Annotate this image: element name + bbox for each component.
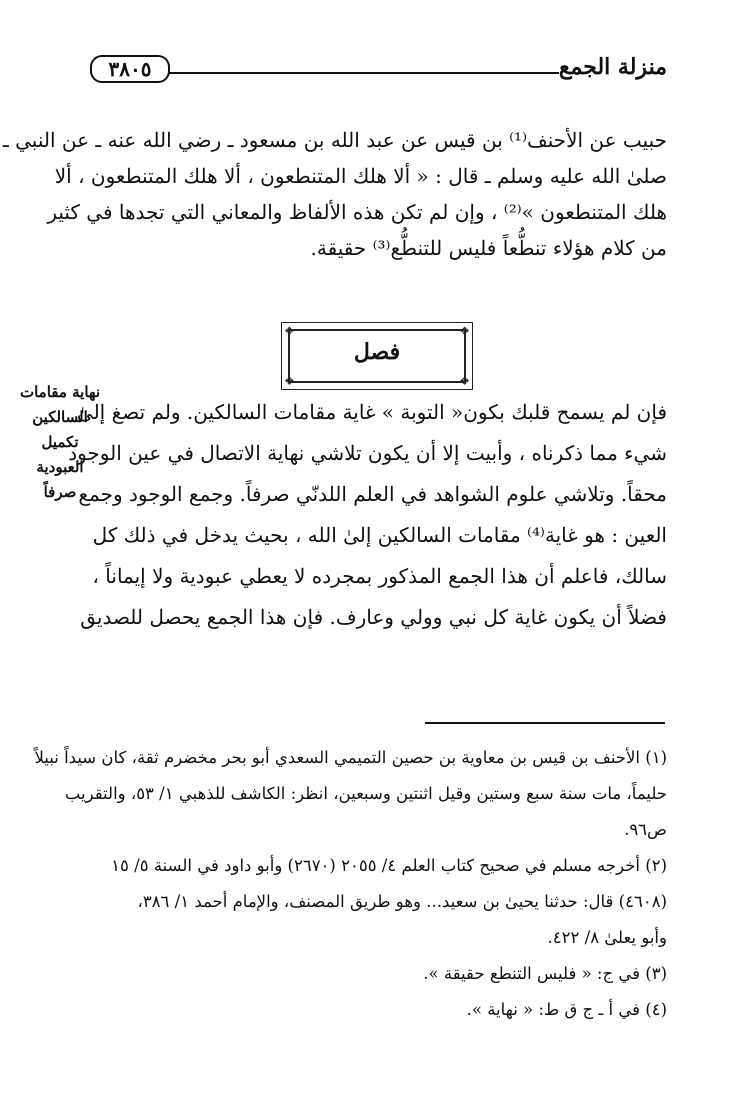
ornament-icon: ❖ bbox=[459, 324, 470, 338]
paragraph-2 bbox=[68, 392, 667, 638]
text-line: فضلاً أن يكون غاية كل نبي وولي وعارف. فإن هذا الجمع يحصل للصديق bbox=[80, 605, 667, 629]
section-title: فصل bbox=[353, 339, 401, 365]
text-line: صلىٰ الله عليه وسلم ـ قال : « ألا هلك المتنطعون ، ألا هلك المتنطعون ، ألا bbox=[54, 164, 667, 188]
margin-gloss-line: صرفاً bbox=[43, 483, 77, 501]
text-line: محقاً. وتلاشي علوم الشواهد في العلم اللدنّي صرفاً. وجمع الوجود وجمع bbox=[78, 482, 667, 506]
footnote-line: حليماً، مات سنة سبع وستين وقيل اثنتين وسبعين، انظر: الكاشف للذهبي ١/ ٥٣، والتقريب bbox=[64, 784, 667, 803]
running-header bbox=[90, 52, 667, 86]
margin-gloss-line: نهاية مقامات bbox=[19, 383, 101, 401]
margin-gloss-line: السالكين bbox=[32, 408, 88, 426]
section-inner-frame bbox=[288, 329, 466, 383]
footnote-line: (٤٦٠٨) قال: حدثنا يحيىٰ بن سعيد... وهو طريق المصنف، والإمام أحمد ١/ ٣٨٦، bbox=[137, 892, 667, 911]
chapter-title: منزلة الجمع bbox=[558, 54, 667, 80]
text-line: حبيب عن الأحنف⁽¹⁾ بن قيس عن عبد الله بن مسعود ـ رضي الله عنه ـ عن النبي ـ bbox=[2, 128, 667, 152]
text-line: من كلام هؤلاء تنطُّعاً فليس للتنطُّع⁽³⁾ حقيقة. bbox=[310, 236, 667, 260]
margin-gloss-line: العبودية bbox=[36, 458, 84, 476]
section-heading-frame bbox=[281, 322, 473, 390]
footnote-separator bbox=[425, 722, 665, 724]
text-line: سالك، فاعلم أن هذا الجمع المذكور بمجرده لا يعطي عبودية ولا إيماناً ، bbox=[92, 564, 667, 588]
text-line: العين : هو غاية⁽⁴⁾ مقامات السالكين إلىٰ الله ، بحيث يدخل في ذلك كل bbox=[92, 523, 667, 547]
footnote-line: (٢) أخرجه مسلم في صحيح كتاب العلم ٤/ ٢٠٥٥ (٢٦٧٠) وأبو داود في السنة ٥/ ١٥ bbox=[111, 856, 667, 875]
footnote-line: (٣) في ج: « فليس التنطع حقيقة ». bbox=[423, 964, 667, 983]
text-line: شيء مما ذكرناه ، وأبيت إلا أن يكون تلاشي نهاية الاتصال في عين الوجود bbox=[68, 441, 667, 465]
footnotes bbox=[34, 740, 667, 1028]
text-line: فإن لم يسمح قلبك بكون« التوبة » غاية مقامات السالكين. ولم تصغ إلىٰ bbox=[76, 400, 667, 424]
page-number: ٣٨٠٥ bbox=[90, 55, 170, 83]
paragraph-1 bbox=[2, 122, 667, 266]
header-rule bbox=[168, 72, 559, 74]
footnote-line: وأبو يعلىٰ ٨/ ٤٢٢. bbox=[547, 928, 667, 947]
footnote-line: ص٩٦. bbox=[624, 820, 667, 839]
footnote-line: (٤) في أ ـ ج ق ط: « نهاية ». bbox=[466, 1000, 667, 1019]
margin-gloss-line: تكميل bbox=[41, 433, 79, 451]
footnote-line: (١) الأحنف بن قيس بن معاوية بن حصين التميمي السعدي أبو بحر مخضرم ثقة، كان سيداً نبيلاً bbox=[34, 748, 667, 767]
text-line: هلك المتنطعون »⁽²⁾ ، وإن لم تكن هذه الألفاظ والمعاني التي تجدها في كثير bbox=[47, 200, 667, 224]
ornament-icon: ❖ bbox=[284, 374, 295, 388]
ornament-icon: ❖ bbox=[284, 324, 295, 338]
ornament-icon: ❖ bbox=[459, 374, 470, 388]
